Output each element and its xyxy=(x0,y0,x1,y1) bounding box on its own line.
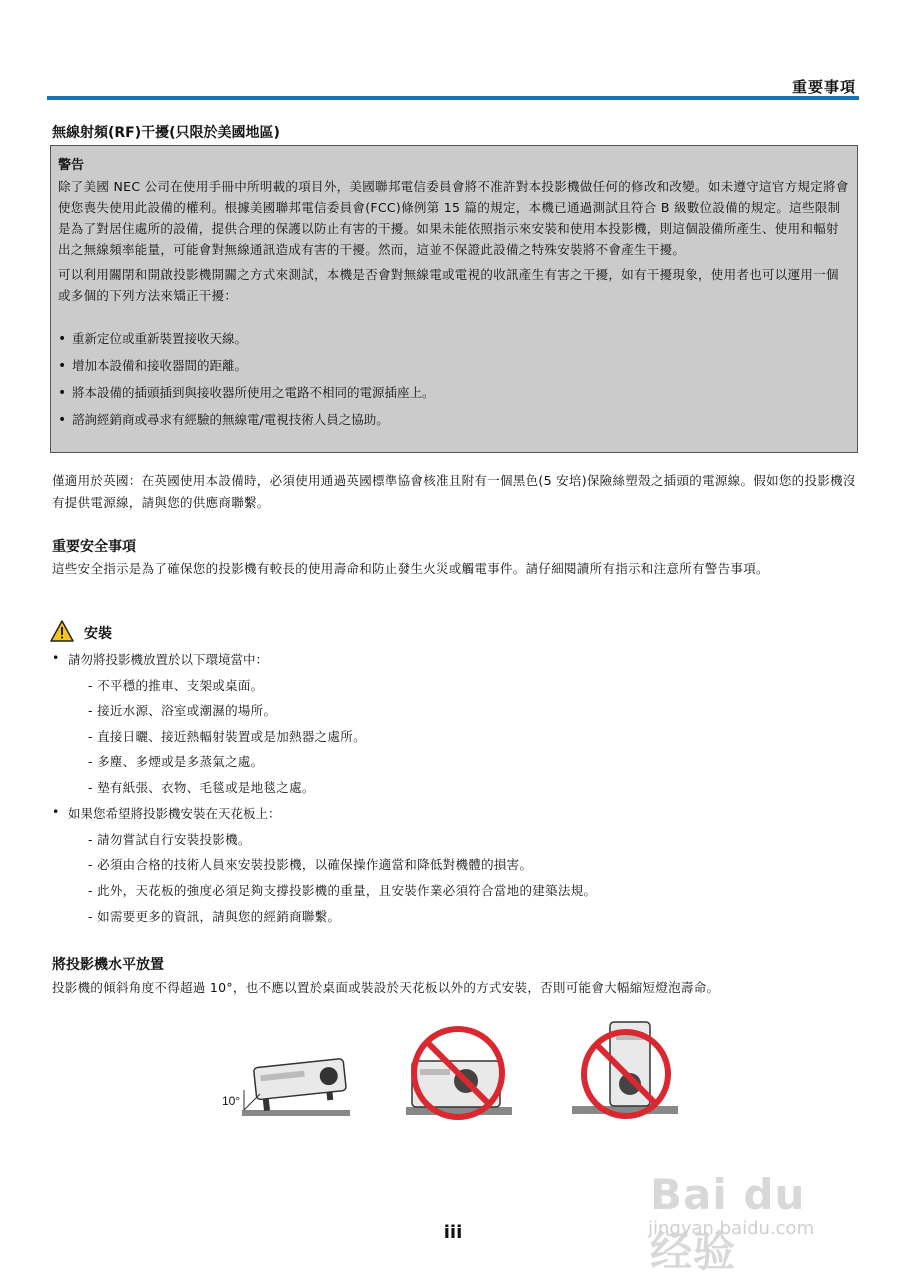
safety-intro: 這些安全指示是為了確保您的投影機有較長的使用壽命和防止發生火災或觸電事件。請仔細閱讀所有指示和注意所有警告事項。 xyxy=(52,561,769,576)
list-item: • 將本設備的插頭插到與接收器所使用之電路不相同的電源插座上。 xyxy=(58,382,850,409)
page-number: iii xyxy=(443,1222,463,1243)
warning-paragraph-1: 除了美國 NEC 公司在使用手冊中所明載的項目外，美國聯邦電信委員會將不准許對本投影機做任何的修改和改變。如未遵守這官方規定將會使您喪失使用此設備的權利。根據美國聯邦電信委員會(FCC)條例第 15 篇的規定，本機已通過測試且符合 B 級數位設備的規定。這些限制是為了對居住處所的設備，提供合理的保護以防止有害的干擾。如果未能依照指示來安裝和使用本投影機，則這個設備所產生、使用和輻射出之無線頻率能量，可能會對無線通訊造成有害的干擾。然而，這並不保證此設備之特殊安裝將不會產生干擾。 xyxy=(58,179,849,257)
tilted-projector-illustration xyxy=(222,1050,352,1120)
list-item: - 多塵、多煙或是多蒸氣之處。 xyxy=(88,754,264,769)
list-item: - 必須由合格的技術人員來安裝投影機，以確保操作適當和降低對機體的損害。 xyxy=(88,857,533,872)
list-item: • 諮詢經銷商或尋求有經驗的無線電/電視技術人員之協助。 xyxy=(58,409,850,436)
rf-section-title: 無線射頻(RF)干擾(只限於美國地區) xyxy=(52,125,280,141)
install-bullet-1-text: 請勿將投影機放置於以下環境當中： xyxy=(68,652,269,667)
level-title: 將投影機水平放置 xyxy=(52,957,164,973)
list-item: • 增加本設備和接收器間的距離。 xyxy=(58,355,850,382)
list-item: - 不平穩的推車、支架或桌面。 xyxy=(88,678,264,693)
list-item: - 如需要更多的資訊，請與您的經銷商聯繫。 xyxy=(88,909,341,924)
safety-title: 重要安全事項 xyxy=(52,539,136,555)
caution-triangle-icon xyxy=(50,620,74,642)
angle-label: 10° xyxy=(222,1094,241,1108)
watermark-brand: Bai du 经验 xyxy=(650,1170,806,1276)
uk-note: 僅適用於英國：在英國使用本設備時，必須使用通過英國標準協會核准且附有一個黑色(5 安培)保險絲塑殼之插頭的電源線。假如您的投影機沒有提供電源線，請與您的供應商聯繫。 xyxy=(52,473,856,510)
list-item: - 此外，天花板的強度必須足夠支撐投影機的重量，且安裝作業必須符合當地的建築法規。 xyxy=(88,883,597,898)
prohibited-sideways-illustration xyxy=(402,1025,514,1121)
install-bullet-2 xyxy=(52,804,281,822)
list-item: - 墊有紙張、衣物、毛毯或是地毯之處。 xyxy=(88,780,315,795)
install-bullet-1 xyxy=(52,650,268,668)
list-item: - 接近水源、浴室或潮濕的場所。 xyxy=(88,703,277,718)
install-title: 安裝 xyxy=(84,626,112,642)
level-text: 投影機的傾斜角度不得超過 10°，也不應以置於桌面或裝設於天花板以外的方式安裝，否則可能會大幅縮短燈泡壽命。 xyxy=(52,980,720,995)
warning-list xyxy=(58,328,850,436)
warning-title: 警告 xyxy=(58,158,85,173)
header-rule xyxy=(47,96,859,100)
page-header-title: 重要事項 xyxy=(791,78,856,96)
watermark-url: jingyan.baidu.com xyxy=(648,1218,815,1239)
list-item: - 請勿嘗試自行安裝投影機。 xyxy=(88,832,251,847)
install-bullet-2-text: 如果您希望將投影機安裝在天花板上： xyxy=(68,806,281,821)
warning-paragraph-2: 可以利用關閉和開啟投影機開關之方式來測試，本機是否會對無線電或電視的收訊產生有害之干擾，如有干擾現象，使用者也可以運用一個或多個的下列方法來矯正干擾： xyxy=(58,267,839,303)
warning-box xyxy=(50,145,858,453)
prohibited-upright-illustration xyxy=(570,1018,680,1122)
list-item: • 重新定位或重新裝置接收天線。 xyxy=(58,328,850,355)
list-item: - 直接日曬、接近熱輻射裝置或是加熱器之處所。 xyxy=(88,729,366,744)
